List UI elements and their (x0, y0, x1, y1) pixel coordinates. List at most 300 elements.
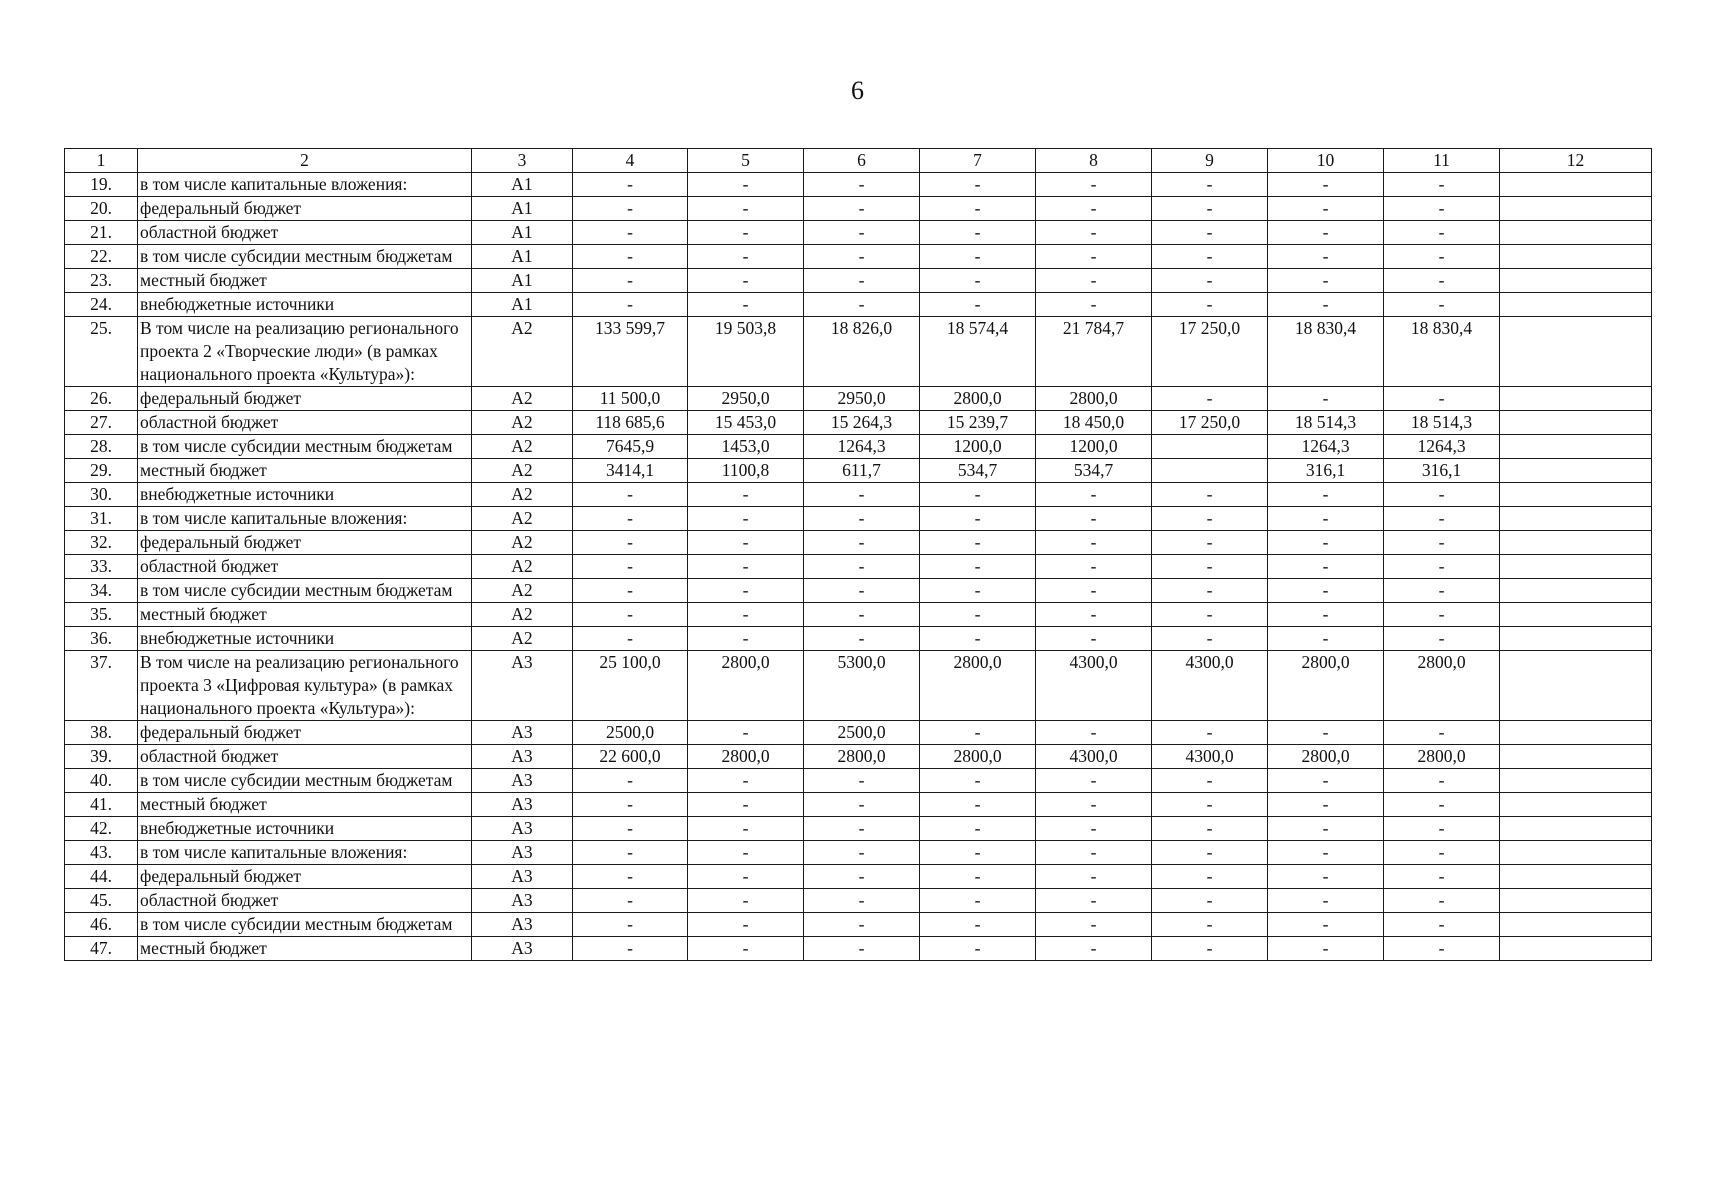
row-code: А3 (472, 841, 573, 865)
table-row (65, 555, 1652, 579)
value-cell: - (573, 555, 688, 579)
row-code: А3 (472, 937, 573, 961)
value-cell: - (920, 245, 1036, 269)
table-row (65, 745, 1652, 769)
row-number: 38. (65, 721, 138, 745)
value-cell: - (920, 197, 1036, 221)
value-cell: 534,7 (920, 459, 1036, 483)
row-code: А3 (472, 745, 573, 769)
empty-cell (1500, 721, 1652, 745)
value-cell: - (1384, 221, 1500, 245)
value-cell: - (1152, 889, 1268, 913)
value-cell: - (804, 865, 920, 889)
value-cell: - (804, 507, 920, 531)
row-number: 23. (65, 269, 138, 293)
table-row (65, 197, 1652, 221)
value-cell: 534,7 (1036, 459, 1152, 483)
empty-cell (1500, 293, 1652, 317)
value-cell: - (920, 913, 1036, 937)
value-cell: - (1152, 245, 1268, 269)
value-cell: - (1036, 913, 1152, 937)
table-row (65, 603, 1652, 627)
row-number: 19. (65, 173, 138, 197)
value-cell: - (1152, 531, 1268, 555)
column-header: 9 (1152, 149, 1268, 173)
table-row (65, 317, 1652, 387)
value-cell: - (1152, 387, 1268, 411)
value-cell: - (573, 841, 688, 865)
empty-cell (1500, 579, 1652, 603)
value-cell: - (920, 937, 1036, 961)
value-cell: - (1268, 603, 1384, 627)
row-number: 25. (65, 317, 138, 387)
row-name: внебюджетные источники (138, 293, 472, 317)
value-cell: - (804, 603, 920, 627)
value-cell: - (688, 721, 804, 745)
row-number: 34. (65, 579, 138, 603)
value-cell: - (1268, 865, 1384, 889)
row-name: в том числе капитальные вложения: (138, 841, 472, 865)
value-cell: 1200,0 (1036, 435, 1152, 459)
row-code: А1 (472, 173, 573, 197)
table-row (65, 841, 1652, 865)
table-row (65, 793, 1652, 817)
value-cell: - (688, 817, 804, 841)
empty-cell (1500, 865, 1652, 889)
budget-table (64, 148, 1652, 961)
value-cell: 15 264,3 (804, 411, 920, 435)
value-cell: - (1268, 387, 1384, 411)
value-cell: - (688, 293, 804, 317)
value-cell: 18 830,4 (1268, 317, 1384, 387)
value-cell: - (920, 579, 1036, 603)
value-cell: - (1384, 721, 1500, 745)
column-header: 7 (920, 149, 1036, 173)
value-cell: - (573, 627, 688, 651)
empty-cell (1500, 531, 1652, 555)
value-cell: - (920, 483, 1036, 507)
value-cell: - (920, 627, 1036, 651)
row-name: внебюджетные источники (138, 483, 472, 507)
value-cell: - (1152, 507, 1268, 531)
value-cell: 17 250,0 (1152, 317, 1268, 387)
value-cell: - (688, 221, 804, 245)
value-cell: - (920, 793, 1036, 817)
row-code: А3 (472, 817, 573, 841)
value-cell: - (688, 769, 804, 793)
row-code: А2 (472, 459, 573, 483)
value-cell: - (573, 293, 688, 317)
value-cell: - (1152, 913, 1268, 937)
value-cell (1152, 459, 1268, 483)
empty-cell (1500, 555, 1652, 579)
row-name: федеральный бюджет (138, 721, 472, 745)
row-name: в том числе субсидии местным бюджетам (138, 245, 472, 269)
value-cell: 7645,9 (573, 435, 688, 459)
value-cell: - (1384, 793, 1500, 817)
empty-cell (1500, 197, 1652, 221)
value-cell: - (1268, 817, 1384, 841)
value-cell: - (1152, 817, 1268, 841)
value-cell: 18 574,4 (920, 317, 1036, 387)
row-name: федеральный бюджет (138, 531, 472, 555)
table-row (65, 651, 1652, 721)
value-cell: - (573, 507, 688, 531)
value-cell: - (1036, 579, 1152, 603)
value-cell: 18 514,3 (1268, 411, 1384, 435)
value-cell: 5300,0 (804, 651, 920, 721)
row-code: А3 (472, 721, 573, 745)
row-name: областной бюджет (138, 889, 472, 913)
row-number: 43. (65, 841, 138, 865)
value-cell: - (1268, 627, 1384, 651)
value-cell: - (1268, 245, 1384, 269)
value-cell: 2950,0 (688, 387, 804, 411)
value-cell: 2800,0 (1384, 745, 1500, 769)
row-number: 46. (65, 913, 138, 937)
value-cell: - (804, 245, 920, 269)
value-cell: - (573, 937, 688, 961)
row-name: в том числе капитальные вложения: (138, 173, 472, 197)
empty-cell (1500, 507, 1652, 531)
value-cell: - (1036, 817, 1152, 841)
row-code: А1 (472, 197, 573, 221)
value-cell: - (1384, 555, 1500, 579)
value-cell: - (1268, 579, 1384, 603)
row-number: 30. (65, 483, 138, 507)
value-cell: - (1152, 483, 1268, 507)
value-cell: - (1036, 841, 1152, 865)
table-row (65, 531, 1652, 555)
table-row (65, 173, 1652, 197)
value-cell: - (1384, 483, 1500, 507)
empty-cell (1500, 483, 1652, 507)
table-row (65, 245, 1652, 269)
value-cell: - (688, 889, 804, 913)
value-cell: 316,1 (1384, 459, 1500, 483)
value-cell: - (1268, 913, 1384, 937)
value-cell: - (1268, 841, 1384, 865)
value-cell: - (1384, 889, 1500, 913)
value-cell: - (1036, 197, 1152, 221)
value-cell: - (1152, 841, 1268, 865)
value-cell: - (688, 603, 804, 627)
value-cell: 19 503,8 (688, 317, 804, 387)
row-number: 31. (65, 507, 138, 531)
value-cell: 2800,0 (1384, 651, 1500, 721)
value-cell: - (688, 555, 804, 579)
value-cell: - (1036, 293, 1152, 317)
value-cell: 17 250,0 (1152, 411, 1268, 435)
value-cell: 11 500,0 (573, 387, 688, 411)
value-cell: 21 784,7 (1036, 317, 1152, 387)
value-cell: - (1268, 937, 1384, 961)
value-cell: - (1268, 221, 1384, 245)
value-cell: - (920, 555, 1036, 579)
value-cell: - (920, 531, 1036, 555)
empty-cell (1500, 435, 1652, 459)
empty-cell (1500, 769, 1652, 793)
value-cell: - (920, 221, 1036, 245)
table-row (65, 579, 1652, 603)
value-cell: - (1268, 531, 1384, 555)
value-cell: - (1268, 197, 1384, 221)
row-number: 47. (65, 937, 138, 961)
row-number: 32. (65, 531, 138, 555)
value-cell: - (688, 531, 804, 555)
value-cell: - (920, 769, 1036, 793)
value-cell: - (688, 197, 804, 221)
value-cell: - (1384, 913, 1500, 937)
value-cell: - (688, 937, 804, 961)
row-code: А2 (472, 627, 573, 651)
page-number: 6 (851, 76, 864, 105)
value-cell: 118 685,6 (573, 411, 688, 435)
value-cell: - (573, 603, 688, 627)
row-name: местный бюджет (138, 603, 472, 627)
value-cell: - (1036, 555, 1152, 579)
table-row (65, 221, 1652, 245)
value-cell: - (804, 531, 920, 555)
value-cell: - (1384, 245, 1500, 269)
value-cell: - (1384, 197, 1500, 221)
value-cell: - (1384, 937, 1500, 961)
row-code: А2 (472, 579, 573, 603)
value-cell: - (1036, 173, 1152, 197)
value-cell: 2800,0 (688, 745, 804, 769)
value-cell: - (804, 937, 920, 961)
value-cell: - (1268, 889, 1384, 913)
value-cell: - (1152, 579, 1268, 603)
value-cell: 133 599,7 (573, 317, 688, 387)
value-cell: - (920, 865, 1036, 889)
table-row (65, 507, 1652, 531)
row-name: федеральный бюджет (138, 865, 472, 889)
value-cell: 2500,0 (804, 721, 920, 745)
value-cell: - (804, 269, 920, 293)
row-number: 44. (65, 865, 138, 889)
row-name: федеральный бюджет (138, 387, 472, 411)
value-cell: - (1152, 937, 1268, 961)
row-number: 42. (65, 817, 138, 841)
row-name: внебюджетные источники (138, 627, 472, 651)
value-cell: - (573, 579, 688, 603)
value-cell: - (573, 817, 688, 841)
value-cell: - (573, 865, 688, 889)
value-cell: - (920, 721, 1036, 745)
value-cell: - (1152, 865, 1268, 889)
value-cell: - (1268, 721, 1384, 745)
column-header: 1 (65, 149, 138, 173)
value-cell: - (1152, 555, 1268, 579)
value-cell: - (1384, 269, 1500, 293)
row-name: в том числе капитальные вложения: (138, 507, 472, 531)
row-code: А2 (472, 483, 573, 507)
value-cell: 15 453,0 (688, 411, 804, 435)
table-row (65, 913, 1652, 937)
value-cell: - (920, 817, 1036, 841)
row-code: А1 (472, 293, 573, 317)
row-number: 41. (65, 793, 138, 817)
column-header: 5 (688, 149, 804, 173)
table-row (65, 387, 1652, 411)
value-cell: - (1036, 769, 1152, 793)
row-name: местный бюджет (138, 269, 472, 293)
value-cell: 2800,0 (1268, 745, 1384, 769)
table-row (65, 269, 1652, 293)
value-cell: - (1036, 245, 1152, 269)
empty-cell (1500, 793, 1652, 817)
table-row (65, 411, 1652, 435)
value-cell: - (1268, 293, 1384, 317)
value-cell: 4300,0 (1152, 651, 1268, 721)
table-row (65, 865, 1652, 889)
empty-cell (1500, 627, 1652, 651)
value-cell: - (804, 555, 920, 579)
table-row (65, 483, 1652, 507)
row-name: в том числе субсидии местным бюджетам (138, 769, 472, 793)
value-cell: - (1268, 793, 1384, 817)
row-name: областной бюджет (138, 555, 472, 579)
value-cell: - (1152, 603, 1268, 627)
value-cell: - (1036, 721, 1152, 745)
value-cell: 1264,3 (804, 435, 920, 459)
value-cell: - (804, 483, 920, 507)
value-cell: - (1384, 769, 1500, 793)
value-cell: 2800,0 (688, 651, 804, 721)
row-number: 20. (65, 197, 138, 221)
empty-cell (1500, 889, 1652, 913)
empty-cell (1500, 411, 1652, 435)
column-header: 2 (138, 149, 472, 173)
value-cell: - (1268, 555, 1384, 579)
value-cell: - (1036, 507, 1152, 531)
value-cell: - (1036, 889, 1152, 913)
value-cell: - (1384, 841, 1500, 865)
value-cell: - (688, 245, 804, 269)
value-cell: 4300,0 (1036, 745, 1152, 769)
row-name: внебюджетные источники (138, 817, 472, 841)
value-cell: - (688, 173, 804, 197)
value-cell: - (1268, 483, 1384, 507)
empty-cell (1500, 913, 1652, 937)
row-number: 39. (65, 745, 138, 769)
value-cell: - (920, 889, 1036, 913)
row-name: местный бюджет (138, 459, 472, 483)
value-cell: - (1384, 507, 1500, 531)
value-cell: 2800,0 (920, 387, 1036, 411)
value-cell: 4300,0 (1036, 651, 1152, 721)
row-number: 26. (65, 387, 138, 411)
value-cell: - (1268, 269, 1384, 293)
value-cell: - (804, 579, 920, 603)
column-header: 4 (573, 149, 688, 173)
table-row (65, 459, 1652, 483)
table-body (65, 173, 1652, 961)
empty-cell (1500, 937, 1652, 961)
column-header: 8 (1036, 149, 1152, 173)
value-cell: - (688, 841, 804, 865)
row-number: 40. (65, 769, 138, 793)
value-cell: - (573, 483, 688, 507)
row-code: А2 (472, 531, 573, 555)
value-cell: - (804, 197, 920, 221)
row-code: А3 (472, 769, 573, 793)
value-cell: - (804, 293, 920, 317)
header-row (65, 149, 1652, 173)
value-cell: - (804, 221, 920, 245)
empty-cell (1500, 841, 1652, 865)
table-row (65, 435, 1652, 459)
value-cell: 2800,0 (920, 745, 1036, 769)
row-code: А3 (472, 889, 573, 913)
value-cell: - (804, 769, 920, 793)
value-cell: - (1036, 627, 1152, 651)
value-cell: - (688, 269, 804, 293)
value-cell: - (1152, 269, 1268, 293)
row-number: 22. (65, 245, 138, 269)
value-cell: - (1036, 603, 1152, 627)
row-number: 24. (65, 293, 138, 317)
value-cell: - (1152, 293, 1268, 317)
row-number: 28. (65, 435, 138, 459)
value-cell: - (1152, 627, 1268, 651)
value-cell: - (1268, 769, 1384, 793)
value-cell: - (1268, 173, 1384, 197)
value-cell: - (804, 793, 920, 817)
row-name: в том числе субсидии местным бюджетам (138, 913, 472, 937)
row-number: 27. (65, 411, 138, 435)
row-code: А2 (472, 387, 573, 411)
row-name: областной бюджет (138, 745, 472, 769)
value-cell: - (1384, 531, 1500, 555)
value-cell: 2800,0 (804, 745, 920, 769)
row-code: А2 (472, 435, 573, 459)
value-cell: 2800,0 (920, 651, 1036, 721)
value-cell: 18 826,0 (804, 317, 920, 387)
row-code: А1 (472, 221, 573, 245)
value-cell: 611,7 (804, 459, 920, 483)
row-code: А2 (472, 317, 573, 387)
table-row (65, 889, 1652, 913)
empty-cell (1500, 317, 1652, 387)
value-cell: - (1036, 531, 1152, 555)
value-cell: - (920, 603, 1036, 627)
value-cell: - (573, 197, 688, 221)
value-cell: - (1384, 387, 1500, 411)
value-cell: - (1384, 865, 1500, 889)
value-cell: - (920, 507, 1036, 531)
value-cell: 15 239,7 (920, 411, 1036, 435)
value-cell: - (688, 483, 804, 507)
value-cell: - (804, 817, 920, 841)
value-cell: - (1036, 483, 1152, 507)
value-cell: 2800,0 (1268, 651, 1384, 721)
empty-cell (1500, 651, 1652, 721)
row-code: А2 (472, 507, 573, 531)
value-cell: - (1036, 793, 1152, 817)
value-cell: - (920, 269, 1036, 293)
empty-cell (1500, 245, 1652, 269)
empty-cell (1500, 173, 1652, 197)
value-cell: 22 600,0 (573, 745, 688, 769)
row-number: 37. (65, 651, 138, 721)
value-cell: - (1152, 197, 1268, 221)
table-row (65, 721, 1652, 745)
value-cell (1152, 435, 1268, 459)
value-cell: 2800,0 (1036, 387, 1152, 411)
row-name: в том числе субсидии местным бюджетам (138, 579, 472, 603)
